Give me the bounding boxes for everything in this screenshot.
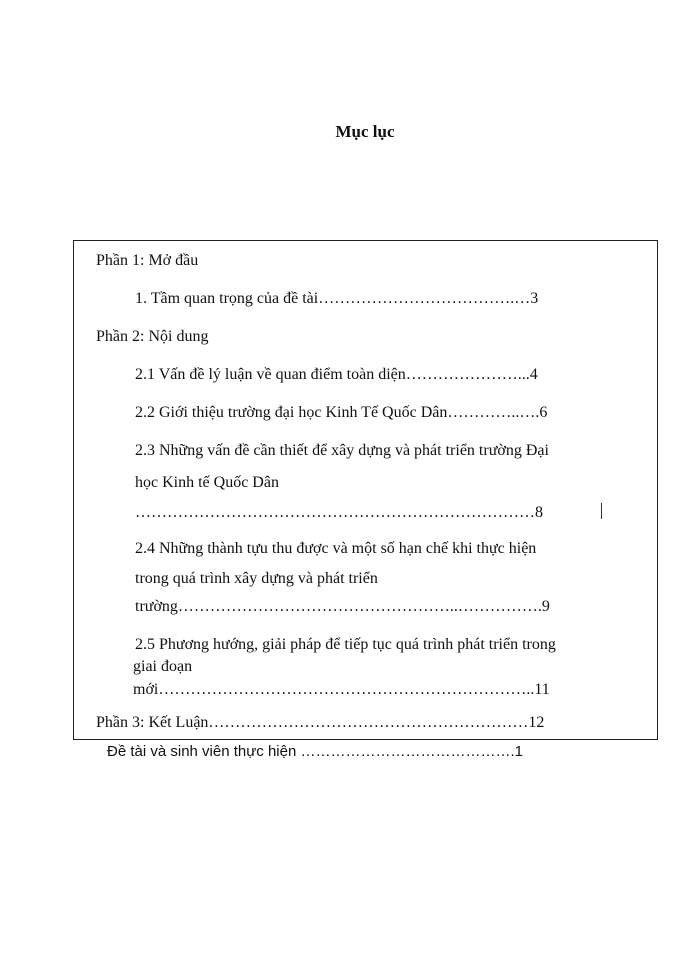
toc-item-2-3-cont: học Kinh tế Quốc Dân [135,474,279,491]
toc-item-2-4: 2.4 Những thành tựu thu được và một số hạn chế khi thực hiện [135,540,537,557]
page-title: Mục lục [335,122,395,141]
toc-part-3: Phần 3: Kết Luận……………………………………………………12 [96,714,545,731]
toc-footer-line: Đề tài và sinh viên thực hiện …………………………………….1 [107,743,523,760]
toc-item-2-5-cont: giai đoạn [133,658,193,675]
toc-item-2-1: 2.1 Vấn đề lý luận về quan điểm toàn diện…………………...4 [135,366,538,383]
toc-item-1: 1. Tầm quan trọng của đề tài……………………………….…3 [135,290,539,307]
toc-item-2-5: 2.5 Phương hướng, giải pháp để tiếp tục quá trình phát triển trong [135,636,556,653]
text-cursor [601,503,602,519]
toc-part-2: Phần 2: Nội dung [96,328,209,345]
toc-item-2-3-leader: …………………………………………………………………8 [135,504,543,521]
toc-item-2-2: 2.2 Giới thiệu trường đại học Kinh Tế Quốc Dân…………..….6 [135,404,548,421]
toc-part-1: Phần 1: Mở đầu [96,252,199,269]
table-of-contents [73,240,658,740]
toc-item-2-4-leader: trường……………………………………………..…………….9 [135,598,550,615]
toc-item-2-4-cont: trong quá trình xây dựng và phát triển [135,570,378,587]
toc-item-2-5-leader: mới……………………………………………………………..11 [133,681,550,698]
toc-item-2-3: 2.3 Những vấn đề cần thiết để xây dựng và phát triển trường Đại [135,442,549,459]
